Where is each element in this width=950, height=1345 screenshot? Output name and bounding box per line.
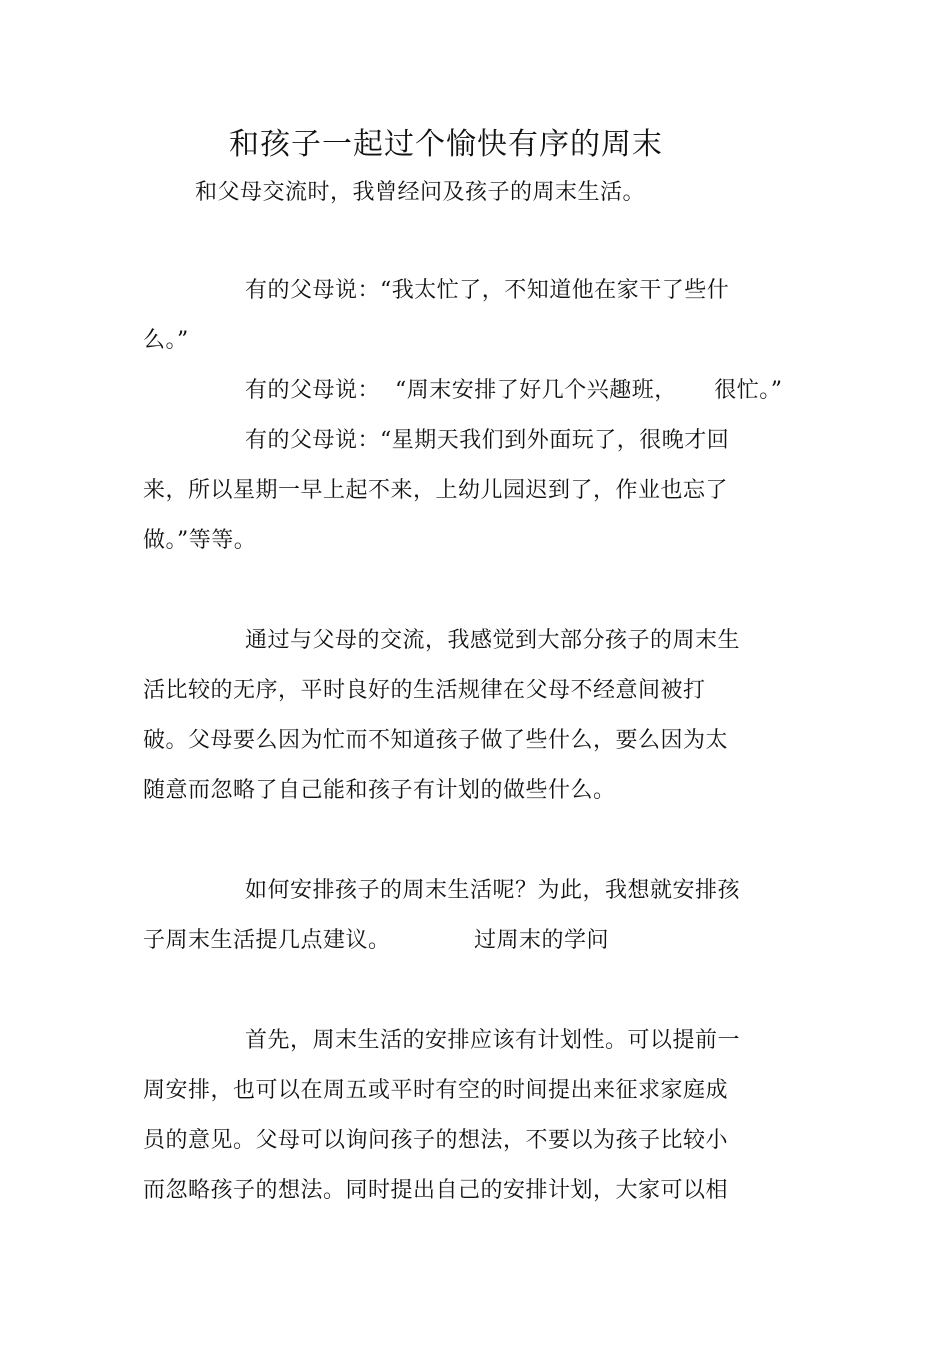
paragraph-line: 随意而忽略了自己能和孩子有计划的做些什么。 (143, 778, 616, 803)
paragraph-line: 如何安排孩子的周末生活呢？为此，我想就安排孩 (245, 878, 741, 903)
paragraph-line: 活比较的无序，平时良好的生活规律在父母不经意间被打 (143, 678, 706, 703)
paragraph-line: 而忽略孩子的想法。同时提出自己的安排计划，大家可以相 (143, 1178, 729, 1203)
document-title: 和孩子一起过个愉快有序的周末 (229, 127, 663, 162)
paragraph-line: 来，所以星期一早上起不来，上幼儿园迟到了，作业也忘了 (143, 478, 729, 503)
paragraph-line: 首先，周末生活的安排应该有计划性。可以提前一 (245, 1028, 741, 1053)
paragraph-line: 破。父母要么因为忙而不知道孩子做了些什么，要么因为太 (143, 728, 729, 753)
paragraph-line: 子周末生活提几点建议。 (143, 928, 391, 953)
paragraph-line: 么。” (143, 328, 189, 353)
paragraph-line: 通过与父母的交流，我感觉到大部分孩子的周末生 (245, 628, 741, 653)
paragraph-line: 周安排，也可以在周五或平时有空的时间提出来征求家庭成 (143, 1078, 729, 1103)
section-heading: 过周末的学问 (474, 928, 610, 953)
paragraph-line: 有的父母说：“星期天我们到外面玩了，很晚才回 (245, 428, 730, 453)
paragraph-line: 和父母交流时，我曾经问及孩子的周末生活。 (195, 180, 646, 205)
paragraph-line: 做。”等等。 (143, 528, 257, 553)
paragraph-line: 有的父母说： “周末安排了好几个兴趣班， 很忙。” (245, 378, 783, 403)
paragraph-line: 有的父母说：“我太忙了，不知道他在家干了些什 (245, 278, 730, 303)
paragraph-line: 员的意见。父母可以询问孩子的想法，不要以为孩子比较小 (143, 1128, 729, 1153)
